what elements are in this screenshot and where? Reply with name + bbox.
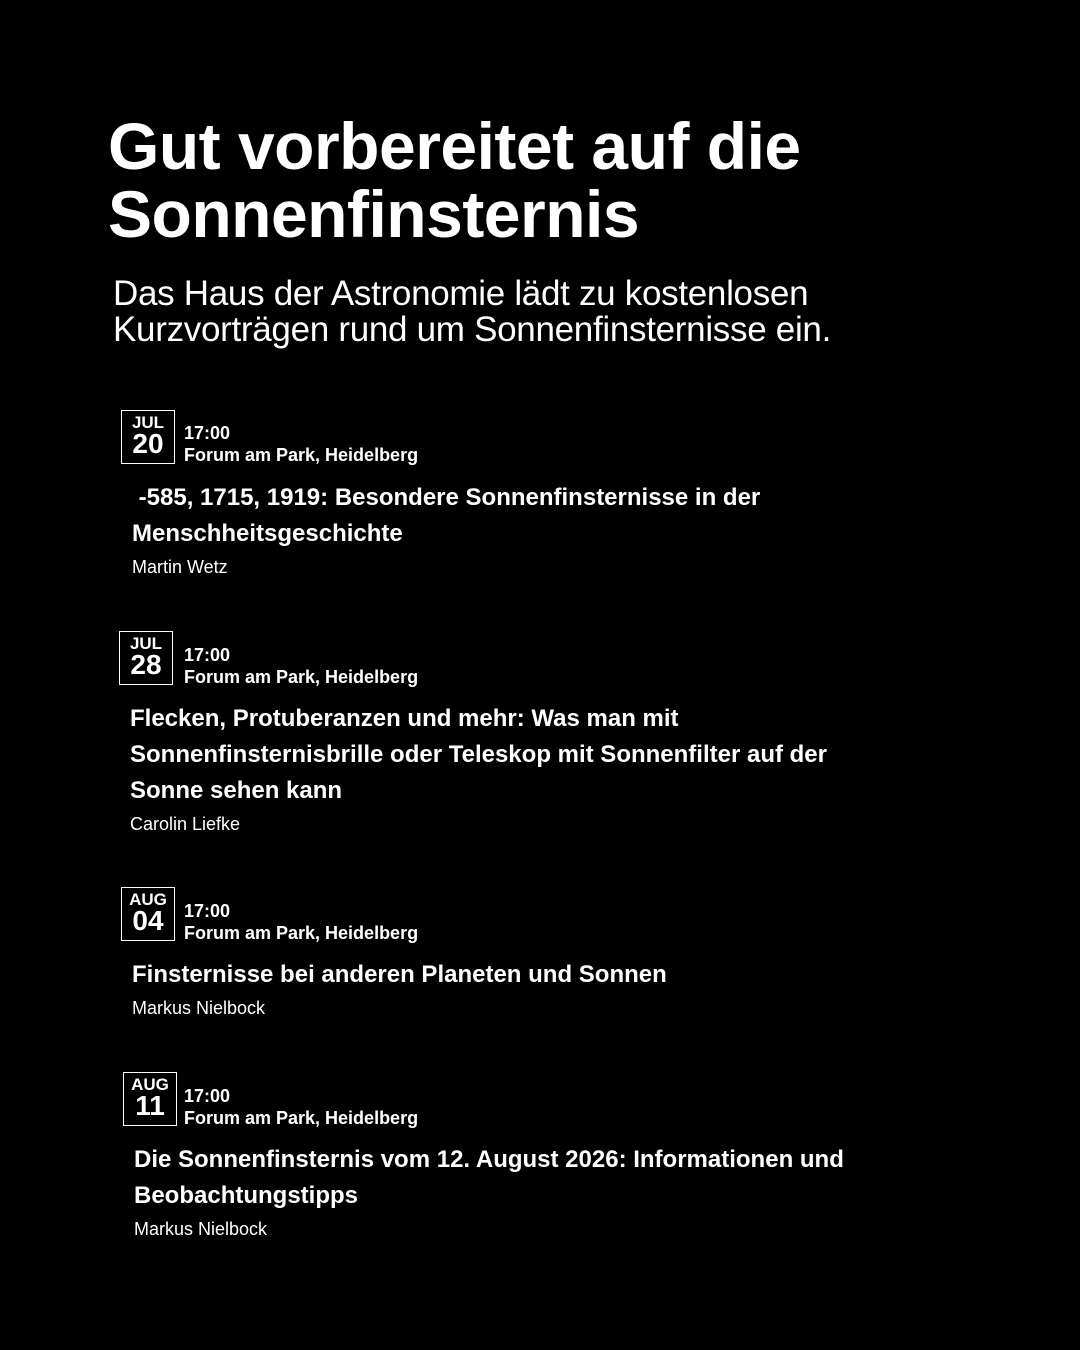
event-title <box>132 957 932 993</box>
event-meta <box>184 422 418 466</box>
date-day: 28 <box>130 649 162 680</box>
event-location: Forum am Park, Heidelberg <box>184 445 419 465</box>
event-time: 17:00 <box>184 1086 231 1106</box>
date-badge <box>121 887 175 941</box>
event-title <box>134 1142 994 1214</box>
event-meta <box>184 1085 418 1129</box>
date-badge <box>121 410 175 464</box>
date-month: AUG <box>131 1075 169 1094</box>
event-speaker: Martin Wetz <box>132 557 228 577</box>
event-time: 17:00 <box>184 645 231 665</box>
date-day: 11 <box>135 1090 165 1121</box>
date-day: 04 <box>132 905 164 936</box>
date-month: AUG <box>129 890 167 909</box>
page-subtitle-line-2: Kurzvorträgen rund um Sonnenfinsternisse ein. <box>113 310 832 349</box>
event-title-line-3: Sonne sehen kann <box>130 777 343 804</box>
event-time: 17:00 <box>184 423 231 443</box>
event-title-line-1: -585, 1715, 1919: Besondere Sonnenfinsternisse in der <box>132 484 761 511</box>
date-month: JUL <box>129 634 163 653</box>
event-speaker: Markus Nielbock <box>134 1219 268 1239</box>
event-title-line-2: Beobachtungstipps <box>134 1182 359 1209</box>
event-title-line-1: Die Sonnenfinsternis vom 12. August 2026: Informationen und <box>134 1146 844 1173</box>
page-subtitle <box>113 276 1013 348</box>
event-title <box>130 701 990 809</box>
event-title-line-1: Flecken, Protuberanzen und mehr: Was man mit <box>130 705 679 732</box>
event-speaker: Carolin Liefke <box>130 814 241 834</box>
page-title <box>108 109 1008 251</box>
page-subtitle-line-1: Das Haus der Astronomie lädt zu kostenlosen <box>113 274 809 313</box>
event-meta <box>184 900 418 944</box>
event-title <box>132 480 932 552</box>
date-month: JUL <box>131 413 165 432</box>
event-title-line-2: Sonnenfinsternisbrille oder Teleskop mit Sonnenfilter auf der <box>130 741 827 768</box>
event-location: Forum am Park, Heidelberg <box>184 923 419 943</box>
event-title-line-2: Menschheitsgeschichte <box>132 520 403 547</box>
page-title-line-1: Gut vorbereitet auf die <box>108 109 801 183</box>
page-title-line-2: Sonnenfinsternis <box>108 177 640 251</box>
date-badge <box>123 1072 177 1126</box>
event-speaker: Markus Nielbock <box>132 998 266 1018</box>
event-location: Forum am Park, Heidelberg <box>184 1108 419 1128</box>
event-meta <box>184 644 418 688</box>
event-time: 17:00 <box>184 901 231 921</box>
event-location: Forum am Park, Heidelberg <box>184 667 419 687</box>
event-title-line-1: Finsternisse bei anderen Planeten und Sonnen <box>132 961 667 988</box>
date-badge <box>119 631 173 685</box>
date-day: 20 <box>132 428 164 459</box>
